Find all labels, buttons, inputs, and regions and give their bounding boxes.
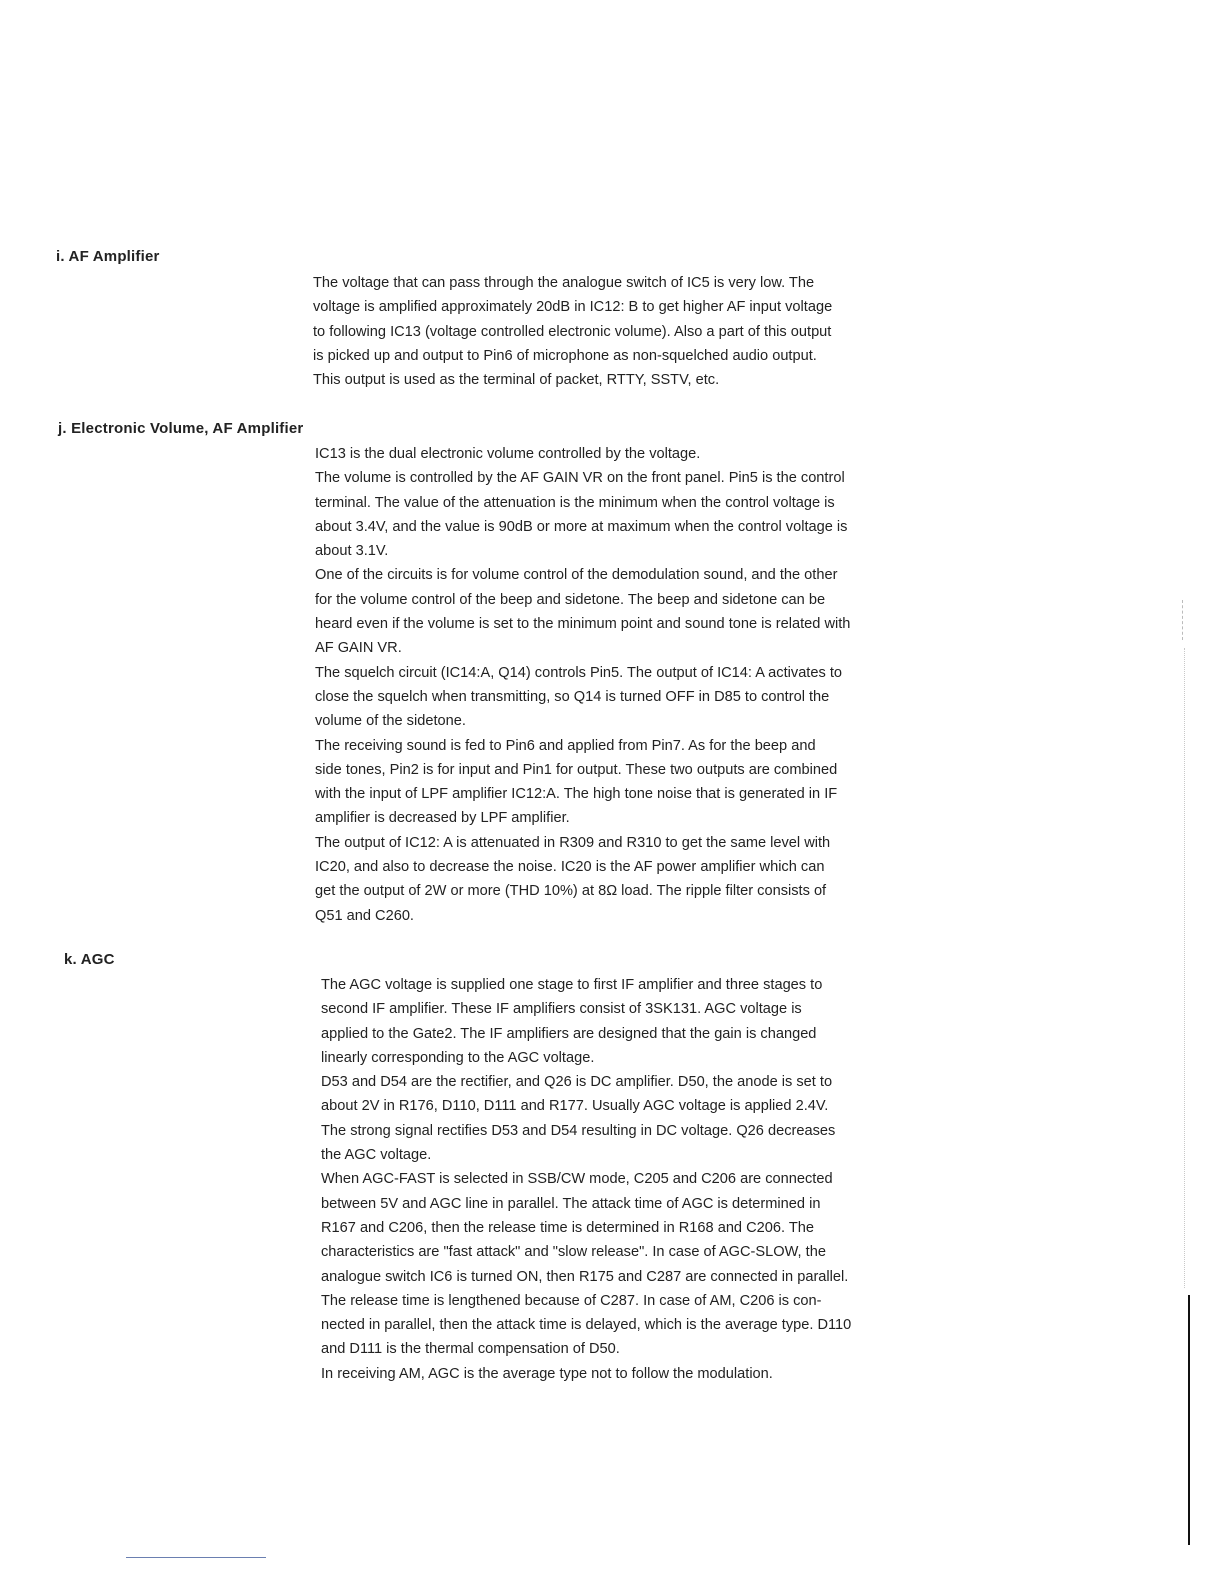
text-line: analogue switch IC6 is turned ON, then R175 and C287 are connected in parallel. (321, 1268, 849, 1285)
section-k-body (321, 973, 851, 1386)
text-line: about 3.1V. (315, 543, 389, 560)
text-line: to following IC13 (voltage controlled electronic volume). Also a part of this output (313, 323, 832, 340)
text-line: heard even if the volume is set to the minimum point and sound tone is related with (315, 616, 851, 633)
text-line: The release time is lengthened because of C287. In case of AM, C206 is con- (321, 1292, 822, 1309)
text-line: the AGC voltage. (321, 1147, 432, 1164)
text-line: One of the circuits is for volume control of the demodulation sound, and the other (315, 567, 838, 584)
text-line: close the squelch when transmitting, so Q14 is turned OFF in D85 to control the (315, 688, 830, 705)
text-line: with the input of LPF amplifier IC12:A. The high tone noise that is generated in IF (315, 786, 838, 803)
text-line: second IF amplifier. These IF amplifiers consist of 3SK131. AGC voltage is (321, 1001, 802, 1018)
text-line: and D111 is the thermal compensation of D50. (321, 1341, 620, 1358)
text-line: get the output of 2W or more (THD 10%) at 8Ω load. The ripple filter consists of (315, 883, 827, 900)
text-line: about 3.4V, and the value is 90dB or more at maximum when the control voltage is (315, 518, 848, 535)
text-line: This output is used as the terminal of packet, RTTY, SSTV, etc. (313, 372, 720, 389)
text-line: The AGC voltage is supplied one stage to first IF amplifier and three stages to (321, 977, 823, 993)
text-line: about 2V in R176, D110, D111 and R177. Usually AGC voltage is applied 2.4V. (321, 1098, 829, 1115)
text-line: characteristics are "fast attack" and "slow release". In case of AGC-SLOW, the (321, 1244, 826, 1261)
text-line: IC20, and also to decrease the noise. IC20 is the AF power amplifier which can (315, 859, 825, 876)
scan-edge-mark (1182, 600, 1184, 640)
text-line: for the volume control of the beep and sidetone. The beep and sidetone can be (315, 591, 826, 608)
scan-edge-mark (1184, 648, 1186, 1288)
text-line: The volume is controlled by the AF GAIN VR on the front panel. Pin5 is the control (315, 470, 845, 487)
text-line: terminal. The value of the attenuation is the minimum when the control voltage is (315, 494, 835, 511)
section-i-body (313, 271, 832, 392)
text-line: is picked up and output to Pin6 of microphone as non-squelched audio output. (313, 347, 817, 364)
text-line: linearly corresponding to the AGC voltage. (321, 1049, 595, 1066)
text-line: between 5V and AGC line in parallel. The attack time of AGC is determined in (321, 1195, 821, 1212)
text-line: R167 and C206, then the release time is determined in R168 and C206. The (321, 1219, 814, 1236)
text-line: When AGC-FAST is selected in SSB/CW mode, C205 and C206 are connected (321, 1171, 833, 1188)
section-i-heading: i. AF Amplifier (56, 248, 160, 265)
section-j-heading: j. Electronic Volume, AF Amplifier (58, 420, 304, 437)
text-line: Q51 and C260. (315, 907, 414, 924)
footnote-rule (126, 1557, 266, 1558)
section-j-body (315, 442, 850, 928)
text-line: In receiving AM, AGC is the average type not to follow the modulation. (321, 1365, 773, 1382)
text-line: The receiving sound is fed to Pin6 and applied from Pin7. As for the beep and (315, 737, 816, 754)
text-line: amplifier is decreased by LPF amplifier. (315, 810, 570, 827)
text-line: AF GAIN VR. (315, 640, 402, 657)
text-line: volume of the sidetone. (315, 713, 466, 730)
text-line: D53 and D54 are the rectifier, and Q26 is DC amplifier. D50, the anode is set to (321, 1074, 833, 1091)
text-line: side tones, Pin2 is for input and Pin1 for output. These two outputs are combined (315, 761, 838, 778)
text-line: nected in parallel, then the attack time is delayed, which is the average type. D110 (321, 1317, 852, 1334)
margin-rule (1188, 1295, 1190, 1545)
text-line: IC13 is the dual electronic volume controlled by the voltage. (315, 446, 701, 462)
text-line: The output of IC12: A is attenuated in R309 and R310 to get the same level with (315, 834, 831, 851)
text-line: applied to the Gate2. The IF amplifiers are designed that the gain is changed (321, 1025, 817, 1042)
section-k-heading: k. AGC (64, 951, 115, 968)
text-line: The voltage that can pass through the analogue switch of IC5 is very low. The (313, 275, 815, 291)
text-line: voltage is amplified approximately 20dB in IC12: B to get higher AF input voltage (313, 299, 833, 316)
text-line: The strong signal rectifies D53 and D54 resulting in DC voltage. Q26 decreases (321, 1122, 836, 1139)
text-line: The squelch circuit (IC14:A, Q14) controls Pin5. The output of IC14: A activates to (315, 664, 842, 681)
